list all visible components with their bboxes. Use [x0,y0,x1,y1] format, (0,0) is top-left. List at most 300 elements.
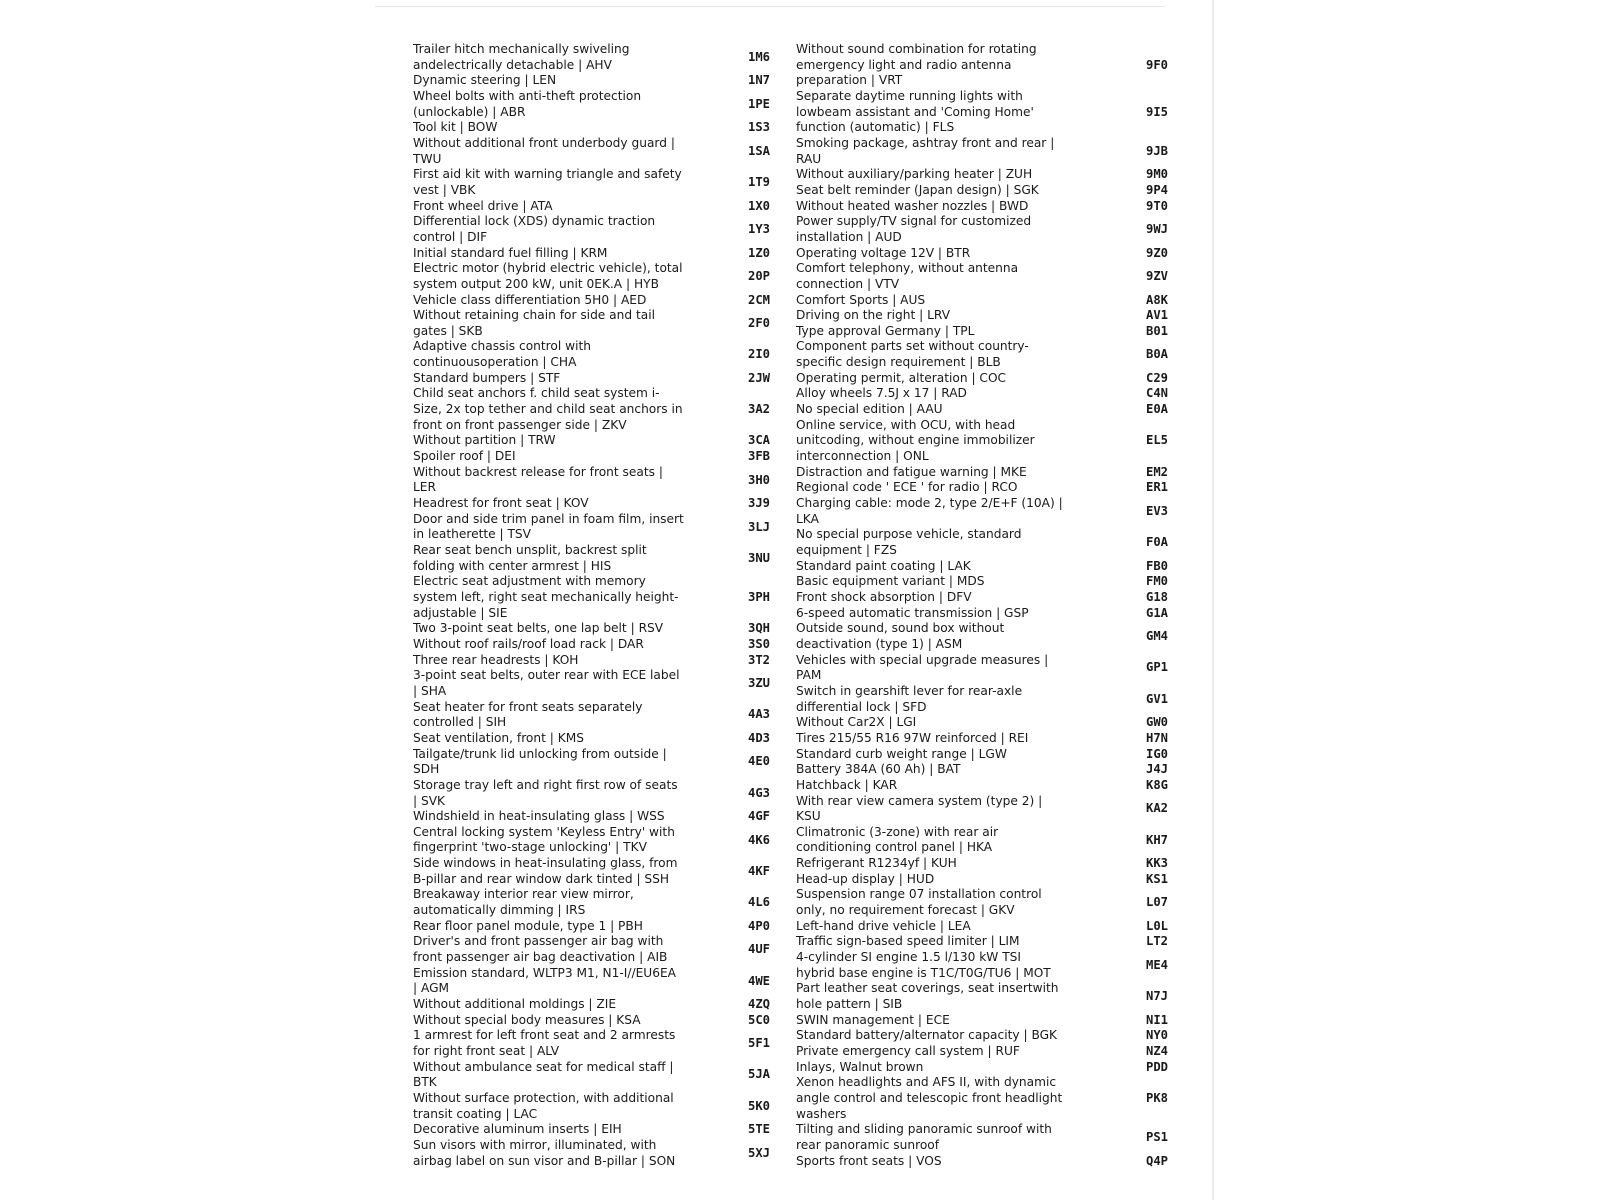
option-code: 4K6 [747,832,770,847]
left-equipment-row [413,449,795,465]
right-equipment-row [796,872,1193,888]
description-line: Front shock absorption | DFV [796,589,972,604]
description-line: Side windows in heat-insulating glass, from [413,856,678,871]
option-code: 1T9 [747,175,770,190]
description-line: airbag label on sun visor and B-pillar | SON [413,1153,676,1168]
description-line: Child seat anchors f. child seat system i- [413,386,660,401]
description-line: | AGM [413,981,450,996]
option-code: 9M0 [1145,167,1168,182]
right-equipment-row [796,653,1193,684]
equipment-description [796,527,1071,558]
right-equipment-row [796,324,1193,340]
equipment-description [413,214,688,245]
equipment-description [413,825,688,856]
equipment-description [413,496,688,512]
option-code: FB0 [1145,558,1168,573]
equipment-description [796,1044,1071,1060]
description-line: | SHA [413,683,447,698]
description-line: Standard battery/alternator capacity | BGK [796,1028,1058,1043]
equipment-description [413,1060,688,1091]
option-code: 2CM [747,292,770,307]
left-equipment-row [413,637,795,653]
option-code: 4GF [747,809,770,824]
description-line: system output 200 kW, unit 0EK.A | HYB [413,276,659,291]
left-equipment-row [413,1013,795,1029]
description-line: Left-hand drive vehicle | LEA [796,918,971,933]
description-line: differential lock | SFD [796,699,927,714]
option-code: F0A [1145,535,1168,550]
equipment-description [796,872,1071,888]
description-line: 4-cylinder SI engine 1.5 l/130 kW TSI [796,950,1021,965]
left-equipment-row [413,42,795,73]
description-line: KSU [796,809,821,824]
left-equipment-row [413,809,795,825]
equipment-description [413,731,688,747]
right-equipment-row [796,684,1193,715]
option-code: 4P0 [747,918,770,933]
description-line: vest | VBK [413,182,476,197]
option-code: 1Z0 [747,245,770,260]
option-code: 1PE [747,96,770,111]
left-equipment-row [413,934,795,965]
left-equipment-column [413,42,795,1169]
description-line: Online service, with OCU, with head [796,417,1016,432]
equipment-description [796,42,1071,89]
description-line: PAM [796,668,822,683]
equipment-description [796,981,1071,1012]
option-code: GW0 [1145,715,1168,730]
description-line: LKA [796,511,819,526]
equipment-description [796,1075,1071,1122]
description-line: With rear view camera system (type 2) | [796,793,1043,808]
equipment-description [796,261,1071,292]
left-equipment-row [413,966,795,997]
left-equipment-row [413,293,795,309]
option-code: 1X0 [747,198,770,213]
right-equipment-row [796,261,1193,292]
description-line: Differential lock (XDS) dynamic traction [413,214,656,229]
left-equipment-row [413,136,795,167]
description-line: Without additional front underbody guard | [413,135,675,150]
equipment-description [796,480,1071,496]
option-code: B0A [1145,347,1168,362]
description-line: Storage tray left and right first row of seats [413,777,678,792]
equipment-description [413,199,688,215]
description-line: emergency light and radio antenna [796,57,1012,72]
option-code: C4N [1145,386,1168,401]
description-line: Emission standard, WLTP3 M1, N1-I//EU6EA [413,965,676,980]
right-equipment-row [796,731,1193,747]
left-equipment-row [413,621,795,637]
option-code: PDD [1145,1059,1168,1074]
description-line: Standard paint coating | LAK [796,558,971,573]
option-code: ER1 [1145,480,1168,495]
description-line: SWIN management | ECE [796,1012,950,1027]
description-line: washers [796,1106,847,1121]
description-line: Seat heater for front seats separately [413,699,643,714]
equipment-description [796,214,1071,245]
right-equipment-row [796,574,1193,590]
description-line: Operating voltage 12V | BTR [796,245,971,260]
description-line: Driver's and front passenger air bag with [413,934,664,949]
equipment-description [413,293,688,309]
option-code: 3FB [747,449,770,464]
description-line: conditioning control panel | HKA [796,840,993,855]
option-code: GP1 [1145,660,1168,675]
option-code: Q4P [1145,1153,1168,1168]
description-line: Windshield in heat-insulating glass | WSS [413,809,665,824]
option-code: KK3 [1145,856,1168,871]
right-equipment-row [796,246,1193,262]
right-equipment-row [796,1154,1193,1170]
description-line: Without Car2X | LGI [796,715,917,730]
description-line: RAU [796,151,822,166]
description-line: Door and side trim panel in foam film, insert [413,511,684,526]
description-line: Hatchback | KAR [796,777,898,792]
right-equipment-row [796,762,1193,778]
option-code: N7J [1145,989,1168,1004]
description-line: Central locking system 'Keyless Entry' with [413,824,675,839]
right-equipment-row [796,199,1193,215]
right-equipment-row [796,1013,1193,1029]
equipment-description [796,1028,1071,1044]
right-equipment-row [796,794,1193,825]
right-equipment-row [796,747,1193,763]
description-line: Traffic sign-based speed limiter | LIM [796,934,1020,949]
description-line: front on front passenger side | ZKV [413,417,627,432]
description-line: 3-point seat belts, outer rear with ECE label [413,668,680,683]
option-code: C29 [1145,370,1168,385]
option-code: 1N7 [747,73,770,88]
equipment-description [413,919,688,935]
description-line: Standard bumpers | STF [413,370,561,385]
description-line: Adaptive chassis control with [413,339,591,354]
description-line: B-pillar and rear window dark tinted | SSH [413,871,670,886]
description-line: Initial standard fuel filling | KRM [413,245,608,260]
equipment-description [796,715,1071,731]
description-line: Tailgate/trunk lid unlocking from outside | [413,746,667,761]
left-equipment-row [413,856,795,887]
option-code: 4KF [747,863,770,878]
option-code: NI1 [1145,1012,1168,1027]
right-equipment-row [796,1060,1193,1076]
option-code: EM2 [1145,464,1168,479]
equipment-description [796,856,1071,872]
option-code: 4ZQ [747,997,770,1012]
option-code: 3J9 [747,496,770,511]
description-line: specific design requirement | BLB [796,355,1001,370]
description-line: No special edition | AAU [796,402,943,417]
description-line: TWU [413,151,442,166]
description-line: Outside sound, sound box without [796,621,1005,636]
right-equipment-row [796,715,1193,731]
equipment-description [796,778,1071,794]
description-line: Sun visors with mirror, illuminated, with [413,1137,657,1152]
equipment-description [413,778,688,809]
right-equipment-row [796,934,1193,950]
left-equipment-row [413,731,795,747]
right-equipment-row [796,825,1193,856]
description-line: Headrest for front seat | KOV [413,496,589,511]
right-equipment-row [796,1044,1193,1060]
equipment-description [413,167,688,198]
option-code: ME4 [1145,957,1168,972]
left-equipment-row [413,887,795,918]
equipment-description [796,402,1071,418]
equipment-description [413,371,688,387]
description-line: Rear seat bench unsplit, backrest split [413,543,647,557]
equipment-description [796,496,1071,527]
equipment-description [413,668,688,699]
right-equipment-row [796,183,1193,199]
equipment-description [796,731,1071,747]
equipment-description [796,653,1071,684]
option-code: 1SA [747,143,770,158]
equipment-description [796,747,1071,763]
description-line: Without roof rails/roof load rack | DAR [413,636,644,651]
description-line: Three rear headrests | KOH [413,652,579,667]
equipment-description [413,997,688,1013]
description-line: Smoking package, ashtray front and rear | [796,135,1055,150]
description-line: 6-speed automatic transmission | GSP [796,605,1029,620]
description-line: Without ambulance seat for medical staff | [413,1059,674,1074]
option-code: 5K0 [747,1098,770,1113]
description-line: Switch in gearshift lever for rear-axle [796,683,1023,698]
description-line: automatically dimming | IRS [413,903,586,918]
equipment-description [413,966,688,997]
option-code: IG0 [1145,746,1168,761]
equipment-description [796,183,1071,199]
left-equipment-row [413,371,795,387]
equipment-description [796,590,1071,606]
description-line: function (automatic) | FLS [796,120,955,135]
equipment-description [796,950,1071,981]
left-equipment-row [413,246,795,262]
equipment-description [796,574,1071,590]
description-line: lowbeam assistant and 'Coming Home' [796,104,1034,119]
equipment-description [796,1154,1071,1170]
left-equipment-row [413,668,795,699]
left-equipment-row [413,1028,795,1059]
option-code: 9ZV [1145,269,1168,284]
right-equipment-row [796,214,1193,245]
left-equipment-row [413,167,795,198]
option-code: 9T0 [1145,198,1168,213]
option-code: GM4 [1145,629,1168,644]
scan-page-edge [1212,0,1214,1200]
option-code: 9F0 [1145,57,1168,72]
equipment-description [796,465,1071,481]
left-equipment-row [413,73,795,89]
option-code: 5TE [747,1122,770,1137]
option-code: 3QH [747,621,770,636]
right-equipment-row [796,1028,1193,1044]
option-code: G1A [1145,605,1168,620]
option-code: H7N [1145,730,1168,745]
left-equipment-row [413,465,795,496]
description-line: Seat ventilation, front | KMS [413,730,584,745]
option-code: 3S0 [747,636,770,651]
description-line: | SVK [413,793,446,808]
description-line: Electric seat adjustment with memory [413,574,646,589]
description-line: Sports front seats | VOS [796,1153,942,1168]
description-line: hybrid base engine is T1C/T0G/TU6 | MOT [796,965,1051,980]
description-line: Without auxiliary/parking heater | ZUH [796,167,1033,182]
option-code: L0L [1145,918,1168,933]
right-equipment-row [796,42,1193,89]
option-code: 3LJ [747,519,770,534]
left-equipment-row [413,308,795,339]
description-line: front passenger air bag deactivation | AIB [413,950,668,965]
description-line: 1 armrest for left front seat and 2 armrests [413,1028,676,1043]
option-code: KH7 [1145,832,1168,847]
description-line: Vehicle class differentiation 5H0 | AED [413,292,647,307]
equipment-description [796,136,1071,167]
description-line: connection | VTV [796,276,900,291]
description-line: Separate daytime running lights with [796,88,1023,103]
description-line: Refrigerant R1234yf | KUH [796,856,957,871]
description-line: Comfort telephony, without antenna [796,261,1019,276]
description-line: installation | AUD [796,229,902,244]
right-equipment-row [796,136,1193,167]
equipment-description [413,246,688,262]
description-line: fingerprint 'two-stage unlocking' | TKV [413,840,647,855]
description-line: deactivation (type 1) | ASM [796,636,963,651]
option-code: 3PH [747,589,770,604]
equipment-description [413,465,688,496]
option-code: AV1 [1145,308,1168,323]
description-line: controlled | SIH [413,715,507,730]
option-code: KS1 [1145,871,1168,886]
option-code: EL5 [1145,433,1168,448]
description-line: Suspension range 07 installation control [796,887,1042,902]
description-line: Without additional moldings | ZIE [413,997,617,1012]
equipment-description [796,684,1071,715]
equipment-description [796,794,1071,825]
option-code: A8K [1145,292,1168,307]
left-equipment-row [413,433,795,449]
left-equipment-row [413,778,795,809]
equipment-description [413,1122,688,1138]
description-line: Wheel bolts with anti-theft protection [413,88,642,103]
right-equipment-row [796,167,1193,183]
option-code: 1Y3 [747,222,770,237]
right-equipment-row [796,496,1193,527]
option-code: 3CA [747,433,770,448]
option-code: GV1 [1145,691,1168,706]
option-code: 9I5 [1145,104,1168,119]
equipment-description [413,621,688,637]
description-line: andelectrically detachable | AHV [413,57,612,72]
option-code: PK8 [1145,1090,1168,1105]
equipment-description [796,89,1071,136]
equipment-description [413,1028,688,1059]
description-line: Decorative aluminum inserts | EIH [413,1122,622,1137]
equipment-description [413,856,688,887]
right-equipment-row [796,386,1193,402]
description-line: Head-up display | HUD [796,871,935,886]
right-equipment-row [796,371,1193,387]
left-equipment-row [413,1060,795,1091]
description-line: Distraction and fatigue warning | MKE [796,464,1027,479]
equipment-description [413,887,688,918]
equipment-description [796,293,1071,309]
option-code: 4L6 [747,895,770,910]
description-line: system left, right seat mechanically height- [413,589,679,604]
description-line: Breakaway interior rear view mirror, [413,887,634,902]
equipment-description [796,339,1071,370]
description-line: continuousoperation | CHA [413,355,577,370]
equipment-description [413,934,688,965]
description-line: Without heated washer nozzles | BWD [796,198,1029,213]
option-code: L07 [1145,895,1168,910]
scan-top-line [375,6,1165,7]
option-code: 2JW [747,370,770,385]
option-code: G18 [1145,589,1168,604]
description-line: First aid kit with warning triangle and safety [413,167,682,182]
left-equipment-row [413,261,795,292]
description-line: Standard curb weight range | LGW [796,746,1007,761]
description-line: hole pattern | SIB [796,997,903,1012]
right-equipment-row [796,981,1193,1012]
right-equipment-row [796,293,1193,309]
equipment-description [413,1013,688,1029]
option-code: 3ZU [747,676,770,691]
description-line: Front wheel drive | ATA [413,198,553,213]
description-line: Two 3-point seat belts, one lap belt | RSV [413,621,664,636]
option-code: 3A2 [747,402,770,417]
right-equipment-row [796,527,1193,558]
equipment-description [413,700,688,731]
description-line: Tilting and sliding panoramic sunroof with [796,1122,1052,1137]
right-equipment-row [796,465,1193,481]
equipment-description [413,1091,688,1122]
option-code: 5C0 [747,1012,770,1027]
right-equipment-row [796,950,1193,981]
left-equipment-row [413,386,795,433]
right-equipment-row [796,919,1193,935]
left-equipment-row [413,89,795,120]
description-line: Climatronic (3-zone) with rear air [796,824,999,839]
equipment-description [413,261,688,292]
description-line: Battery 384A (60 Ah) | BAT [796,762,961,777]
option-code: 4D3 [747,730,770,745]
left-equipment-row [413,512,795,543]
description-line: Without backrest release for front seats | [413,464,663,479]
description-line: Component parts set without country- [796,339,1029,354]
left-equipment-row [413,700,795,731]
description-line: angle control and telescopic front headlight [796,1090,1063,1105]
description-line: Operating permit, alteration | COC [796,370,1007,385]
equipment-description [413,73,688,89]
option-code: 4WE [747,973,770,988]
option-code: 9P4 [1145,182,1168,197]
description-line: Private emergency call system | RUF [796,1044,1020,1058]
right-equipment-column [796,42,1193,1169]
right-equipment-row [796,590,1193,606]
equipment-description [413,653,688,669]
option-code: 9Z0 [1145,245,1168,260]
equipment-description [413,308,688,339]
equipment-description [413,386,688,433]
option-code: LT2 [1145,934,1168,949]
description-line: Power supply/TV signal for customized [796,214,1032,229]
option-code: 1S3 [747,120,770,135]
option-code: 5JA [747,1067,770,1082]
right-equipment-row [796,559,1193,575]
option-code: B01 [1145,323,1168,338]
equipment-description [796,887,1071,918]
